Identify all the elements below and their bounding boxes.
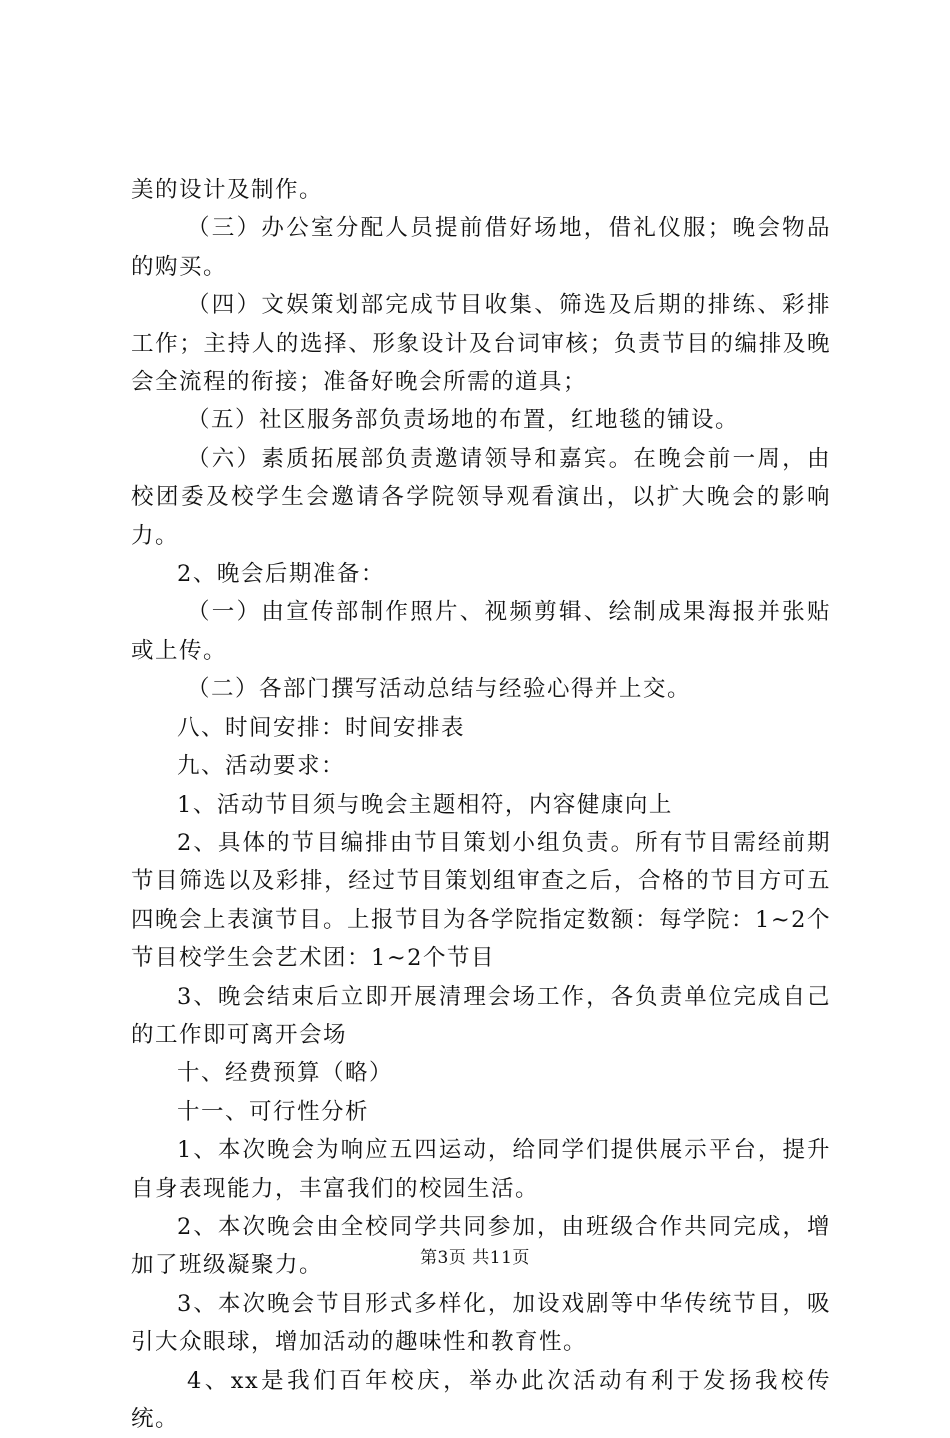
page-footer [0, 1243, 950, 1268]
section-heading: 十一、可行性分析 [177, 1098, 370, 1125]
page-number-label: 第3页 共11页 [420, 1248, 530, 1268]
list-item: 2、具体的节目编排由节目策划小组负责。所有节目需经前期节目筛选以及彩排，经过节目策划组审查之后，合格的节目方可五四晚会上表演节目。上报节目为各学院指定数额：每学院：1~2个节目校学生会艺术团：1~2个节目 [131, 829, 831, 972]
list-item: 2、本次晚会由全校同学共同参加，由班级合作共同完成，增加了班级凝聚力。 [131, 1213, 831, 1279]
paragraph: 美的设计及制作。 [131, 177, 324, 203]
paragraph: （三）办公室分配人员提前借好场地，借礼仪服；晚会物品的购买。 [131, 215, 831, 280]
list-item: 3、本次晚会节目形式多样化，加设戏剧等中华传统节目，吸引大众眼球，增加活动的趣味性和教育性。 [131, 1290, 831, 1356]
list-item: 3、晚会结束后立即开展清理会场工作，各负责单位完成自己的工作即可离开会场 [131, 983, 831, 1048]
list-item: 1、本次晚会为响应五四运动，给同学们提供展示平台，提升自身表现能力，丰富我们的校园生活。 [131, 1137, 831, 1202]
section-heading: 八、时间安排：时间安排表 [177, 714, 466, 741]
paragraph: （四）文娱策划部完成节目收集、筛选及后期的排练、彩排工作；主持人的选择、形象设计及台词审核；负责节目的编排及晚会全流程的衔接；准备好晚会所需的道具； [131, 292, 831, 396]
section-heading: 九、活动要求： [177, 753, 346, 780]
paragraph: （五）社区服务部负责场地的布置，红地毯的铺设。 [187, 407, 740, 434]
paragraph: （一）由宣传部制作照片、视频剪辑、绘制成果海报并张贴或上传。 [131, 599, 831, 664]
section-heading: 2、晚会后期准备： [177, 561, 385, 588]
paragraph: （二）各部门撰写活动总结与经验心得并上交。 [187, 676, 692, 703]
list-item: 1、活动节目须与晚会主题相符，内容健康向上 [177, 791, 673, 818]
list-item: 4、xx是我们百年校庆，举办此次活动有利于发扬我校传统。 [131, 1367, 831, 1432]
paragraph: （六）素质拓展部负责邀请领导和嘉宾。在晚会前一周，由校团委及校学生会邀请各学院领导观看演出，以扩大晚会的影响力。 [131, 445, 831, 549]
section-heading: 十、经费预算（略） [177, 1060, 394, 1087]
